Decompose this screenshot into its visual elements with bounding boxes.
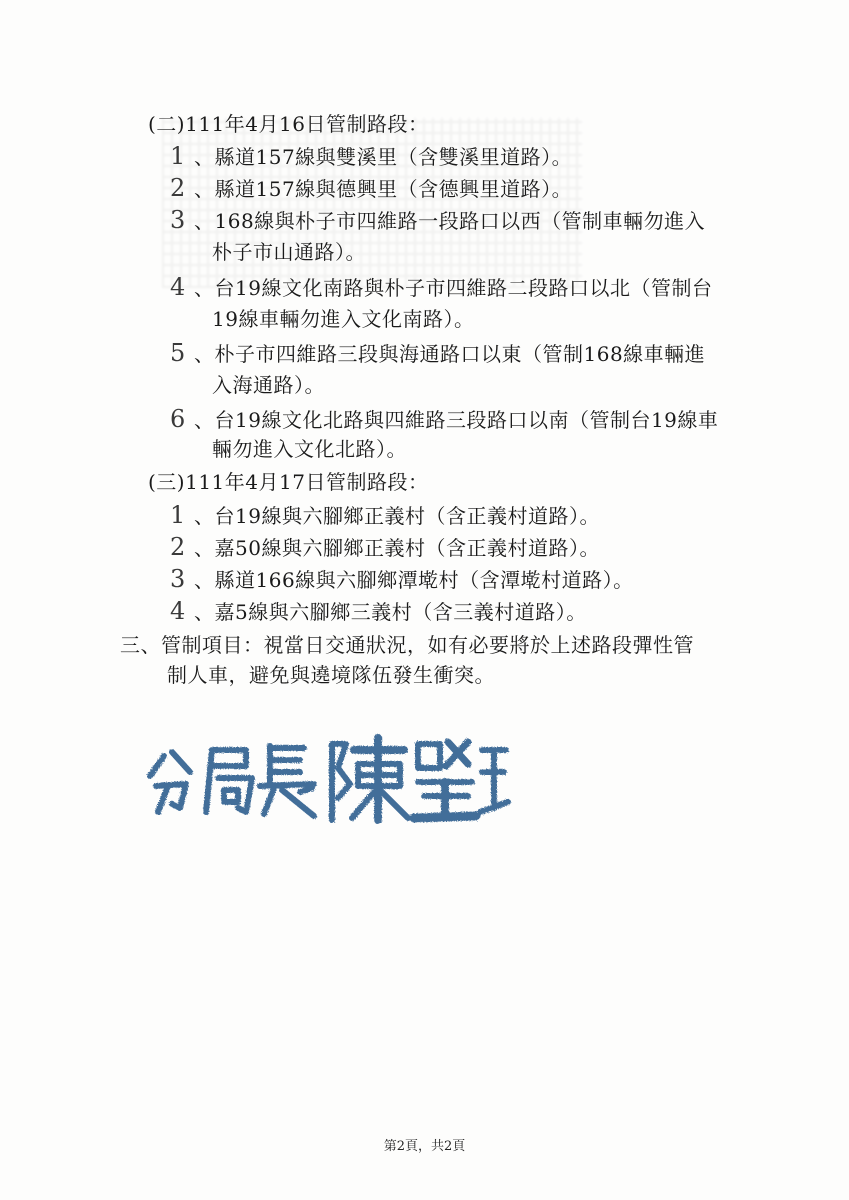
item-text: 、台19線與六腳鄉正義村（含正義村道路）。 — [194, 504, 600, 528]
signature-stamp — [142, 728, 514, 824]
item-text: 、嘉50線與六腳鄉正義村（含正義村道路）。 — [194, 536, 600, 560]
item-text: 、縣道166線與六腳鄉潭墘村（含潭墘村道路）。 — [194, 568, 634, 592]
control-items-continuation: 制人車，避免與遶境隊伍發生衝突。 — [167, 663, 495, 687]
list-item — [170, 596, 587, 627]
item-number: 1 — [170, 501, 186, 529]
list-item — [170, 338, 705, 369]
item-text: 、縣道157線與雙溪里（含雙溪里道路）。 — [194, 145, 573, 169]
item-text: 、朴子市四維路三段與海通路口以東（管制168線車輛進 — [194, 342, 706, 366]
item-text: 、台19線文化北路與四維路三段路口以南（管制台19線車 — [194, 408, 719, 432]
item-text: 、嘉5線與六腳鄉三義村（含三義村道路）。 — [194, 600, 587, 624]
control-items-paragraph: 三、管制項目：視當日交通狀況，如有必要將於上述路段彈性管 — [120, 633, 694, 657]
item-number: 2 — [170, 174, 186, 202]
list-item — [170, 532, 600, 563]
item-number: 4 — [170, 273, 186, 301]
item-text: 、縣道157線與德興里（含德興里道路）。 — [194, 177, 573, 201]
item-continuation: 朴子市山通路）。 — [212, 240, 366, 264]
list-item — [170, 173, 572, 204]
item-number: 3 — [170, 565, 186, 593]
list-item — [170, 564, 634, 595]
list-item — [170, 404, 718, 435]
list-item — [170, 141, 572, 172]
item-continuation: 入海通路）。 — [212, 373, 325, 397]
section-3-heading: (三)111年4月17日管制路段： — [148, 470, 429, 494]
section-2-heading: (二)111年4月16日管制路段： — [148, 112, 429, 136]
item-number: 2 — [170, 533, 186, 561]
item-number: 6 — [170, 405, 186, 433]
item-text: 、168線與朴子市四維路一段路口以西（管制車輛勿進入 — [194, 209, 706, 233]
item-number: 5 — [170, 339, 186, 367]
list-item — [170, 205, 705, 236]
item-continuation: 輛勿進入文化北路）。 — [212, 437, 407, 461]
item-text: 、台19線文化南路與朴子市四維路二段路口以北（管制台 — [194, 276, 713, 300]
item-number: 4 — [170, 597, 186, 625]
item-number: 3 — [170, 206, 186, 234]
item-number: 1 — [170, 142, 186, 170]
item-continuation: 19線車輛勿進入文化南路）。 — [212, 307, 475, 331]
list-item — [170, 500, 600, 531]
page-footer: 第2頁，共2頁 — [383, 1139, 466, 1154]
list-item — [170, 272, 712, 303]
